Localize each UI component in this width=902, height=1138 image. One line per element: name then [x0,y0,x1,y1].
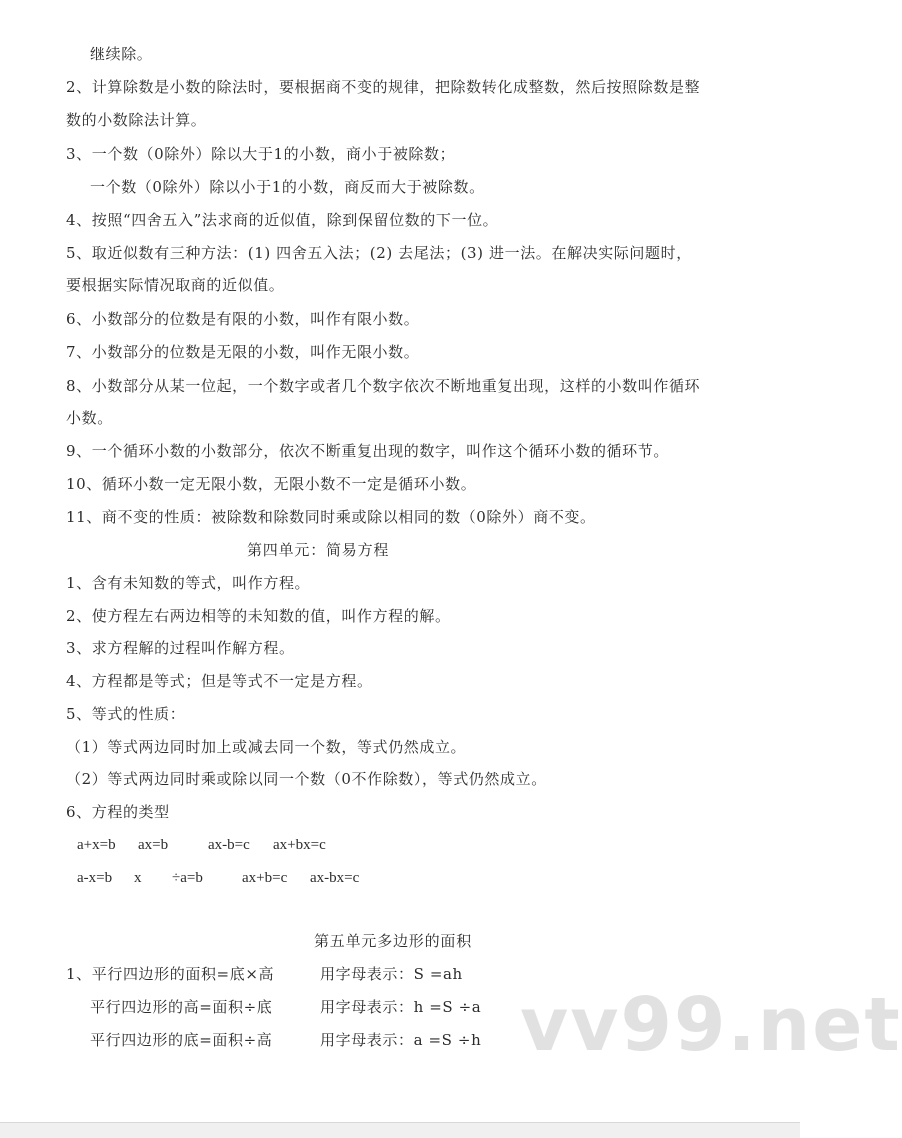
text-line: 数的小数除法计算。 [66,111,207,129]
text-line: 2、计算除数是小数的除法时，要根据商不变的规律，把除数转化成整数，然后按照除数是整 [66,78,701,96]
text-line: 5、等式的性质： [66,705,186,723]
text-line: 11、商不变的性质：被除数和除数同时乘或除以相同的数（0除外）商不变。 [66,508,596,526]
text-line: 6、方程的类型 [66,803,170,821]
text-line: 小数。 [66,409,113,427]
text-line: 7、小数部分的位数是无限的小数，叫作无限小数。 [66,343,420,361]
text-line: 10、循环小数一定无限小数，无限小数不一定是循环小数。 [66,475,477,493]
text-line: 3、一个数（0除外）除以大于1的小数，商小于被除数； [66,145,456,163]
text-line: 9、一个循环小数的小数部分，依次不断重复出现的数字，叫作这个循环小数的循环节。 [66,442,669,460]
text-line: 继续除。 [90,45,153,63]
formula-line: 用字母表示：S =ah [320,965,463,983]
equation: ÷a=b [172,870,203,886]
text-line: 1、含有未知数的等式，叫作方程。 [66,574,311,592]
section-heading: 第四单元：简易方程 [247,541,390,559]
equation: ax=b [138,837,169,853]
page-bottom-edge [0,1122,800,1138]
watermark: vv99.net [520,982,902,1068]
text-line: 2、使方程左右两边相等的未知数的值，叫作方程的解。 [66,607,451,625]
equation: x [134,870,142,886]
text-line: 平行四边形的高=面积÷底 [90,998,273,1016]
text-line: （1）等式两边同时加上或减去同一个数，等式仍然成立。 [66,738,467,756]
equation: ax+bx=c [273,837,326,853]
formula-line: 用字母表示：a =S ÷h [320,1031,482,1049]
text-line: （2）等式两边同时乘或除以同一个数（0不作除数），等式仍然成立。 [66,770,547,788]
equation: ax-bx=c [310,870,360,886]
text-line: 8、小数部分从某一位起，一个数字或者几个数字依次不断地重复出现，这样的小数叫作循环 [66,377,701,395]
equation: a-x=b [77,870,113,886]
text-line: 4、按照“四舍五入”法求商的近似值，除到保留位数的下一位。 [66,211,499,229]
equation: ax-b=c [208,837,250,853]
text-line: 一个数（0除外）除以小于1的小数，商反而大于被除数。 [90,178,485,196]
text-line: 3、求方程解的过程叫作解方程。 [66,639,295,657]
text-line: 要根据实际情况取商的近似值。 [66,276,285,294]
section-heading: 第五单元多边形的面积 [314,932,473,950]
text-line: 6、小数部分的位数是有限的小数，叫作有限小数。 [66,310,420,328]
formula-line: 用字母表示：h =S ÷a [320,998,482,1016]
text-line: 1、平行四边形的面积=底×高 [66,965,275,983]
text-line: 平行四边形的底=面积÷高 [90,1031,273,1049]
text-line: 5、取近似数有三种方法：(1) 四舍五入法；(2) 去尾法；(3) 进一法。在解决实际问题时， [66,244,692,262]
equation: a+x=b [77,837,116,853]
text-line: 4、方程都是等式；但是等式不一定是方程。 [66,672,373,690]
equation: ax+b=c [242,870,288,886]
